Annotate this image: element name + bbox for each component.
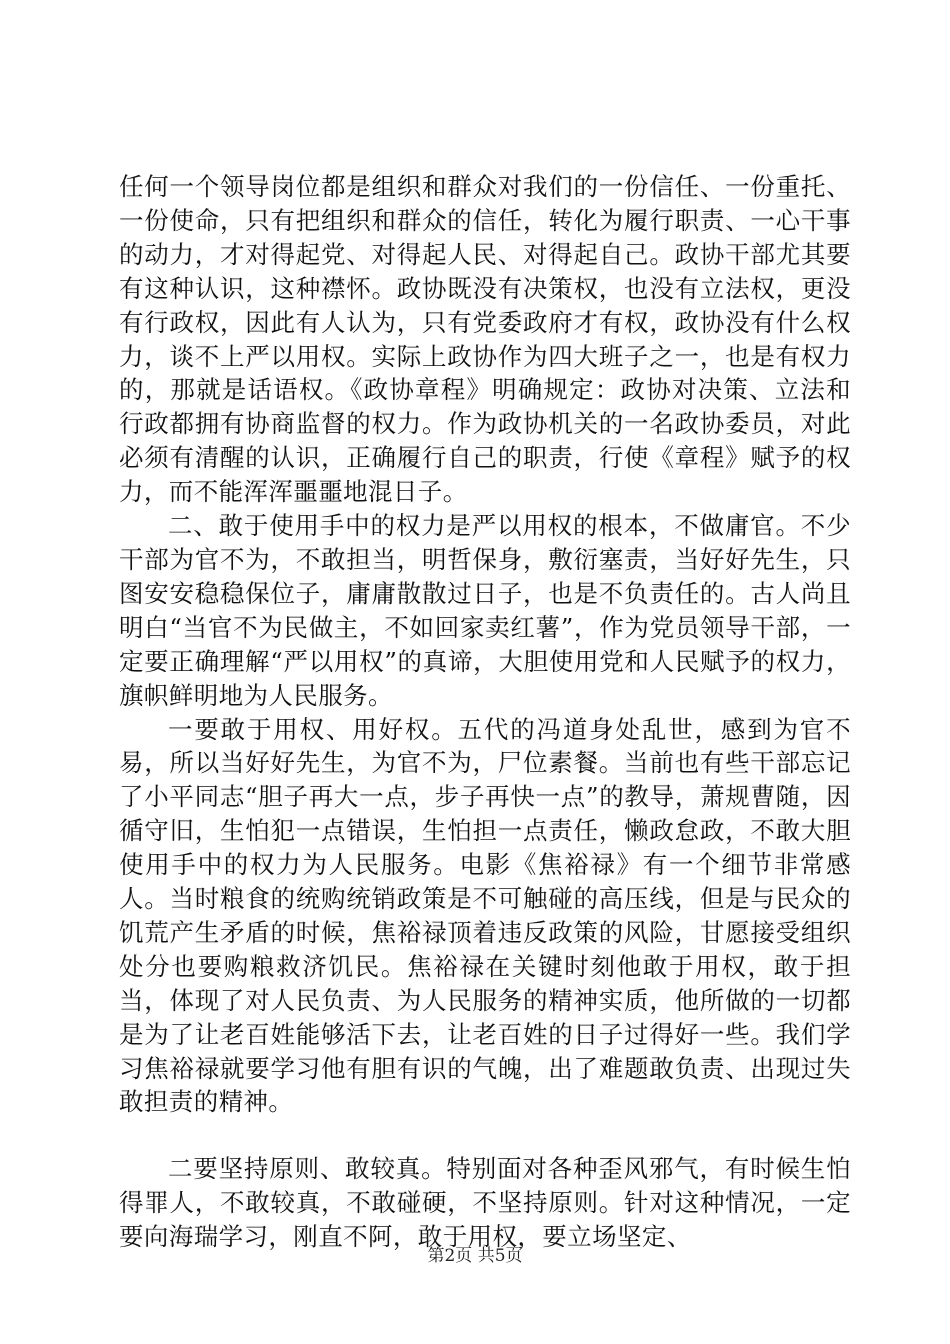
page-number-footer: 第2页 共5页 bbox=[427, 1246, 523, 1266]
paragraph-1: 任何一个领导岗位都是组织和群众对我们的一份信任、一份重托、一份使命，只有把组织和群众的信任，转化为履行职责、一心干事的动力，才对得起党、对得起人民、对得起自己。政协干部尤其要有这种认识，这种襟怀。政协既没有决策权，也没有立法权，更没有行政权，因此有人认为，只有党委政府才有权，政协没有什么权力，谈不上严以用权。实际上政协作为四大班子之一，也是有权力的，那就是话语权。《政协章程》明确规定：政协对决策、立法和行政都拥有协商监督的权力。作为政协机关的一名政协委员，对此必须有清醒的认识，正确履行自己的职责，行使《章程》赋予的权力，而不能浑浑噩噩地混日子。 bbox=[119, 172, 851, 507]
paragraph-3: 一要敢于用权、用好权。五代的冯道身处乱世，感到为官不易，所以当好好先生，为官不为，尸位素餐。当前也有些干部忘记了小平同志“胆子再大一点，步子再快一点”的教导，萧规曹随，因循守旧，生怕犯一点错误，生怕担一点责任，懒政怠政，不敢大胆使用手中的权力为人民服务。电影《焦裕禄》有一个细节非常感人。当时粮食的统购统销政策是不可触碰的高压线，但是与民众的饥荒产生矛盾的时候，焦裕禄顶着违反政策的风险，甘愿接受组织处分也要购粮救济饥民。焦裕禄在关键时刻他敢于用权，敢于担当，体现了对人民负责、为人民服务的精神实质，他所做的一切都是为了让老百姓能够活下去，让老百姓的日子过得好一些。我们学习焦裕禄就要学习他有胆有识的气魄，出了难题敢负责、出现过失敢担责的精神。 bbox=[119, 714, 851, 1117]
paragraph-spacer bbox=[119, 1119, 851, 1152]
paragraph-4: 二要坚持原则、敢较真。特别面对各种歪风邪气，有时候生怕得罪人，不敢较真，不敢碰硬，不坚持原则。针对这种情况，一定要向海瑞学习，刚直不阿，敢于用权，要立场坚定、 bbox=[119, 1154, 851, 1252]
document-body bbox=[119, 170, 851, 1254]
paragraph-2: 二、敢于使用手中的权力是严以用权的根本，不做庸官。不少干部为官不为，不敢担当，明哲保身，敷衍塞责，当好好先生，只图安安稳稳保位子，庸庸散散过日子，也是不负责任的。古人尚且明白“当官不为民做主，不如回家卖红薯”，作为党员领导干部，一定要正确理解“严以用权”的真谛，大胆使用党和人民赋予的权力，旗帜鲜明地为人民服务。 bbox=[119, 511, 851, 710]
